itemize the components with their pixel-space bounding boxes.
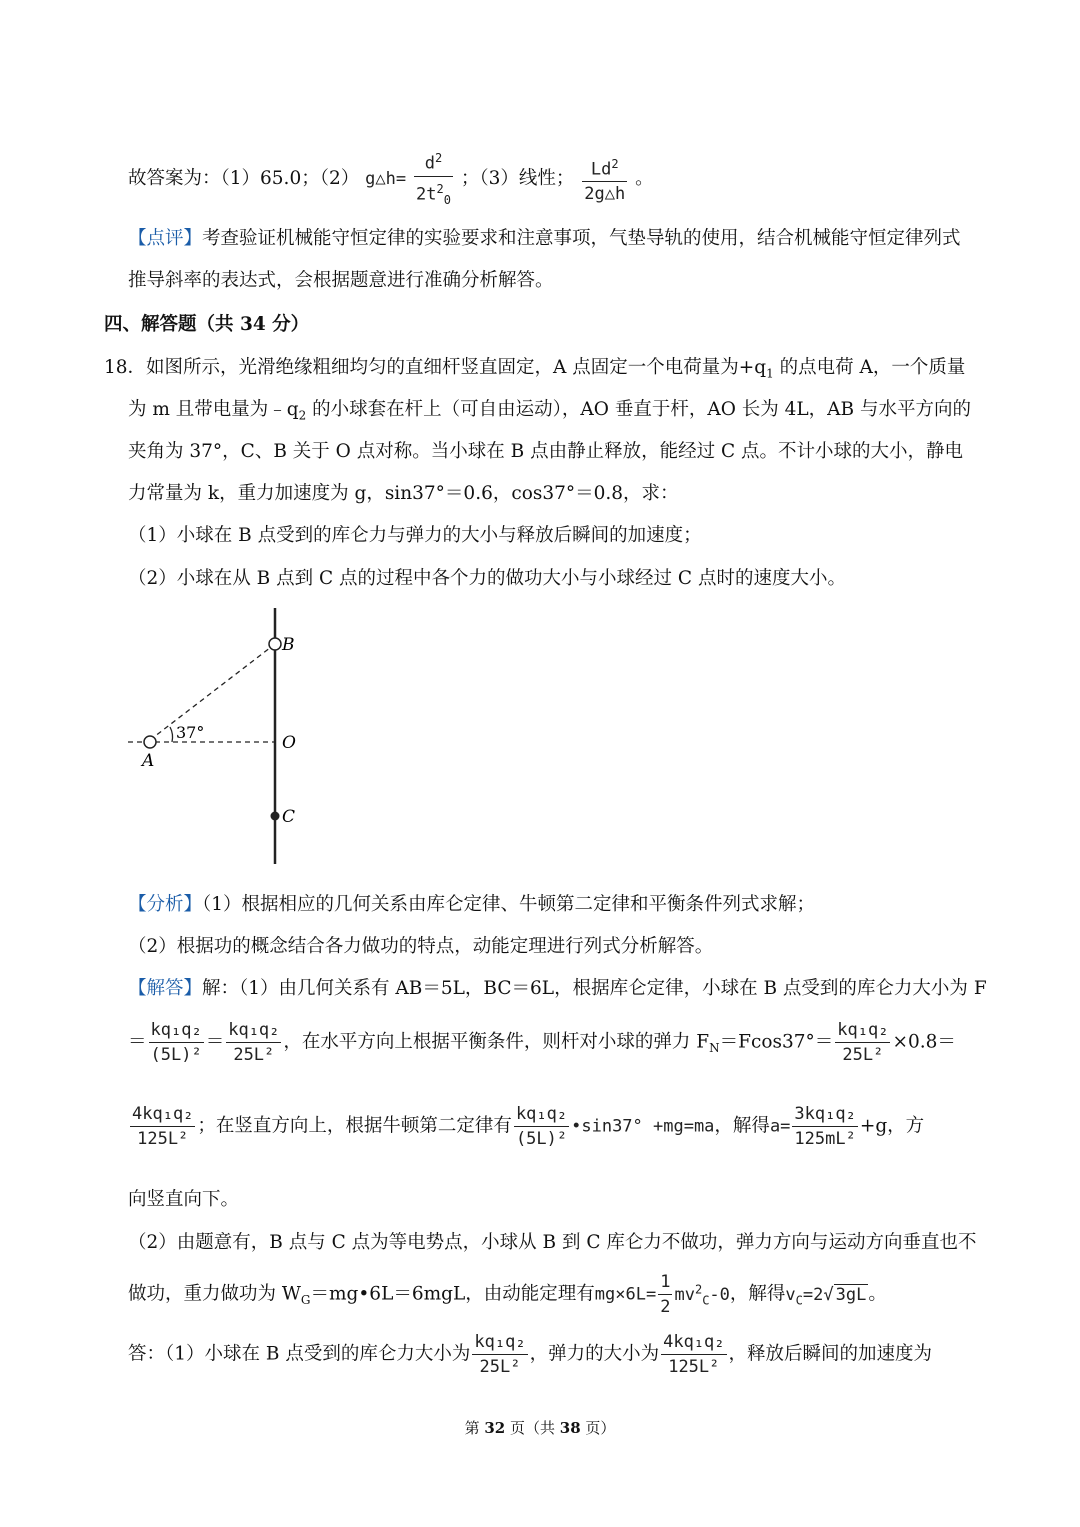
section-title: 四、解答题（共 34 分） — [104, 314, 310, 335]
analysis-tag: 【分析】 — [128, 894, 203, 915]
solution-line-3: $\frac{\text{4kq₁q₂}}{\text{125L²}}$ ；在竖直方向上，根据牛顿第二定律有 $\frac{\text{kq₁q₂}}{\text{(5L)²}}$ •sin37° +mg=ma，解得a= $\frac{\text{3kq₁q₂}}{\text{125mL²}}$ +g，方 — [132, 1104, 925, 1149]
label-a: A — [142, 751, 155, 771]
sqrt-3gl: 3gL — [835, 1284, 867, 1305]
question-sub-2: （2）小球在从 B 点到 C 点的过程中各个力的做功大小与小球经过 C 点时的速度大小。 — [128, 568, 846, 589]
question-line-4: 力常量为 k，重力加速度为 g，sin37°＝0.6，cos37°＝0.8，求： — [128, 483, 679, 504]
solution-line-5: （2）由题意有，B 点与 C 点为等电势点，小球从 B 到 C 库仑力不做功，弹力方向与运动方向垂直也不 — [128, 1232, 977, 1253]
review-line-2: 推导斜率的表达式，会根据题意进行准确分析解答。 — [128, 270, 554, 291]
point-b-circle — [269, 638, 281, 650]
label-o: O — [282, 733, 296, 753]
final-answer-line: 答：（1）小球在 B 点受到的库仑力大小为 $\frac{\text{kq₁q₂}}{\text{25L²}}$ ，弹力的大小为 $\frac{\text{4kq₁q₂}}{\text{125L²}}$ ，释放后瞬间的加速度为 — [128, 1332, 933, 1377]
fraction-coulomb-5l-b: $\frac{\text{kq₁q₂}}{\text{(5L)²}}$ — [515, 1104, 568, 1149]
point-a-circle — [144, 736, 156, 748]
fraction-final-coulomb: $\frac{\text{kq₁q₂}}{\text{25L²}}$ — [474, 1332, 526, 1377]
fraction-4kq-125l: $\frac{\text{4kq₁q₂}}{\text{125L²}}$ — [132, 1104, 194, 1149]
fraction-coulomb-25l-b: $\frac{\text{kq₁q₂}}{\text{25L²}}$ — [837, 1020, 889, 1065]
analysis-line-2: （2）根据功的概念结合各力做功的特点，动能定理进行列式分析解答。 — [128, 936, 714, 957]
fraction-one-half: $\frac{1}{2}$ — [660, 1272, 671, 1317]
label-b: B — [282, 635, 295, 655]
solution-line-4: 向竖直向下。 — [128, 1189, 240, 1210]
question-line-1: 18．如图所示，光滑绝缘粗细均匀的直细杆竖直固定，A 点固定一个电荷量为$+q_1$ 的点电荷 A，一个质量 — [104, 357, 966, 381]
answer-prefix: 故答案为：（1）65.0；（2） — [128, 167, 360, 189]
fraction-3kq-125ml: $\frac{\text{3kq₁q₂}}{\text{125mL²}}$ — [794, 1104, 856, 1149]
answer-line: 故答案为：（1）65.0；（2） g△h= $\frac{d^2}{2t^2_0}$ ；（3）线性； $\frac{Ld^2}{2g\triangle h}$ 。 — [128, 146, 654, 212]
physics-diagram — [120, 600, 320, 870]
page-total: 38 — [559, 1419, 581, 1437]
question-line-2: 为 m 且带电量为$﹣q_2$ 的小球套在杆上（可自由运动），AO 垂直于杆，AO 长为 4L，AB 与水平方向的 — [128, 399, 972, 423]
solution-line-1: 【解答】解：（1）由几何关系有 AB＝5L，BC＝6L，根据库仑定律，小球在 B 点受到的库仑力大小为 F — [128, 978, 987, 999]
question-line-3: 夹角为 37°，C、B 关于 O 点对称。当小球在 B 点由静止释放，能经过 C 点。不计小球的大小，静电 — [128, 441, 964, 462]
fraction-ld2-over-2g-delta-h: $\frac{Ld^2}{2g\triangle h}$ — [582, 152, 627, 207]
review-tag: 【点评】 — [128, 228, 203, 249]
solution-tag: 【解答】 — [128, 978, 203, 999]
review-line-1: 【点评】考查验证机械能守恒定律的实验要求和注意事项，气垫导轨的使用，结合机械能守恒定律列式 — [128, 228, 961, 249]
solution-line-2: ＝ $\frac{\text{kq₁q₂}}{\text{(5L)²}}$ ＝ $\frac{\text{kq₁q₂}}{\text{25L²}}$ ，在水平方向上根据平衡条件，则杆对小球的弹力 $F_N=Fcos37^\circ=$ $\frac{\text{kq₁q₂}}{\text{25L²}}$ ×0.8＝ — [128, 1020, 956, 1065]
question-sub-1: （1）小球在 B 点受到的库仑力与弹力的大小与释放后瞬间的加速度； — [128, 525, 702, 546]
page-number: 32 — [484, 1419, 506, 1437]
fraction-coulomb-25l: $\frac{\text{kq₁q₂}}{\text{25L²}}$ — [228, 1020, 280, 1065]
label-c: C — [282, 807, 296, 827]
solution-line-6: 做功，重力做功为 $W_G=mg•6L=6mgL$，由动能定理有mg×6L= $\frac{1}{2}$ $mv^2_C-0$，解得$v_C=2√$ 3gL 。 — [128, 1272, 887, 1317]
dashed-ab — [150, 644, 275, 740]
analysis-line-1: 【分析】（1）根据相应的几何关系由库仑定律、牛顿第二定律和平衡条件列式求解； — [128, 894, 816, 915]
fraction-final-normal: $\frac{\text{4kq₁q₂}}{\text{125L²}}$ — [663, 1332, 725, 1377]
fraction-coulomb-5l: $\frac{\text{kq₁q₂}}{\text{(5L)²}}$ — [150, 1020, 202, 1065]
formula-g-delta-h: g△h= — [365, 168, 407, 189]
fraction-d2-over-2t02: $\frac{d^2}{2t^2_0}$ — [414, 146, 453, 212]
angle-label: 37° — [176, 723, 205, 742]
page-footer: 第 32 页（共 38 页） — [464, 1419, 616, 1437]
angle-arc — [170, 727, 173, 742]
answer-mid: ；（3）线性； — [460, 167, 575, 189]
point-c-dot — [271, 812, 280, 821]
